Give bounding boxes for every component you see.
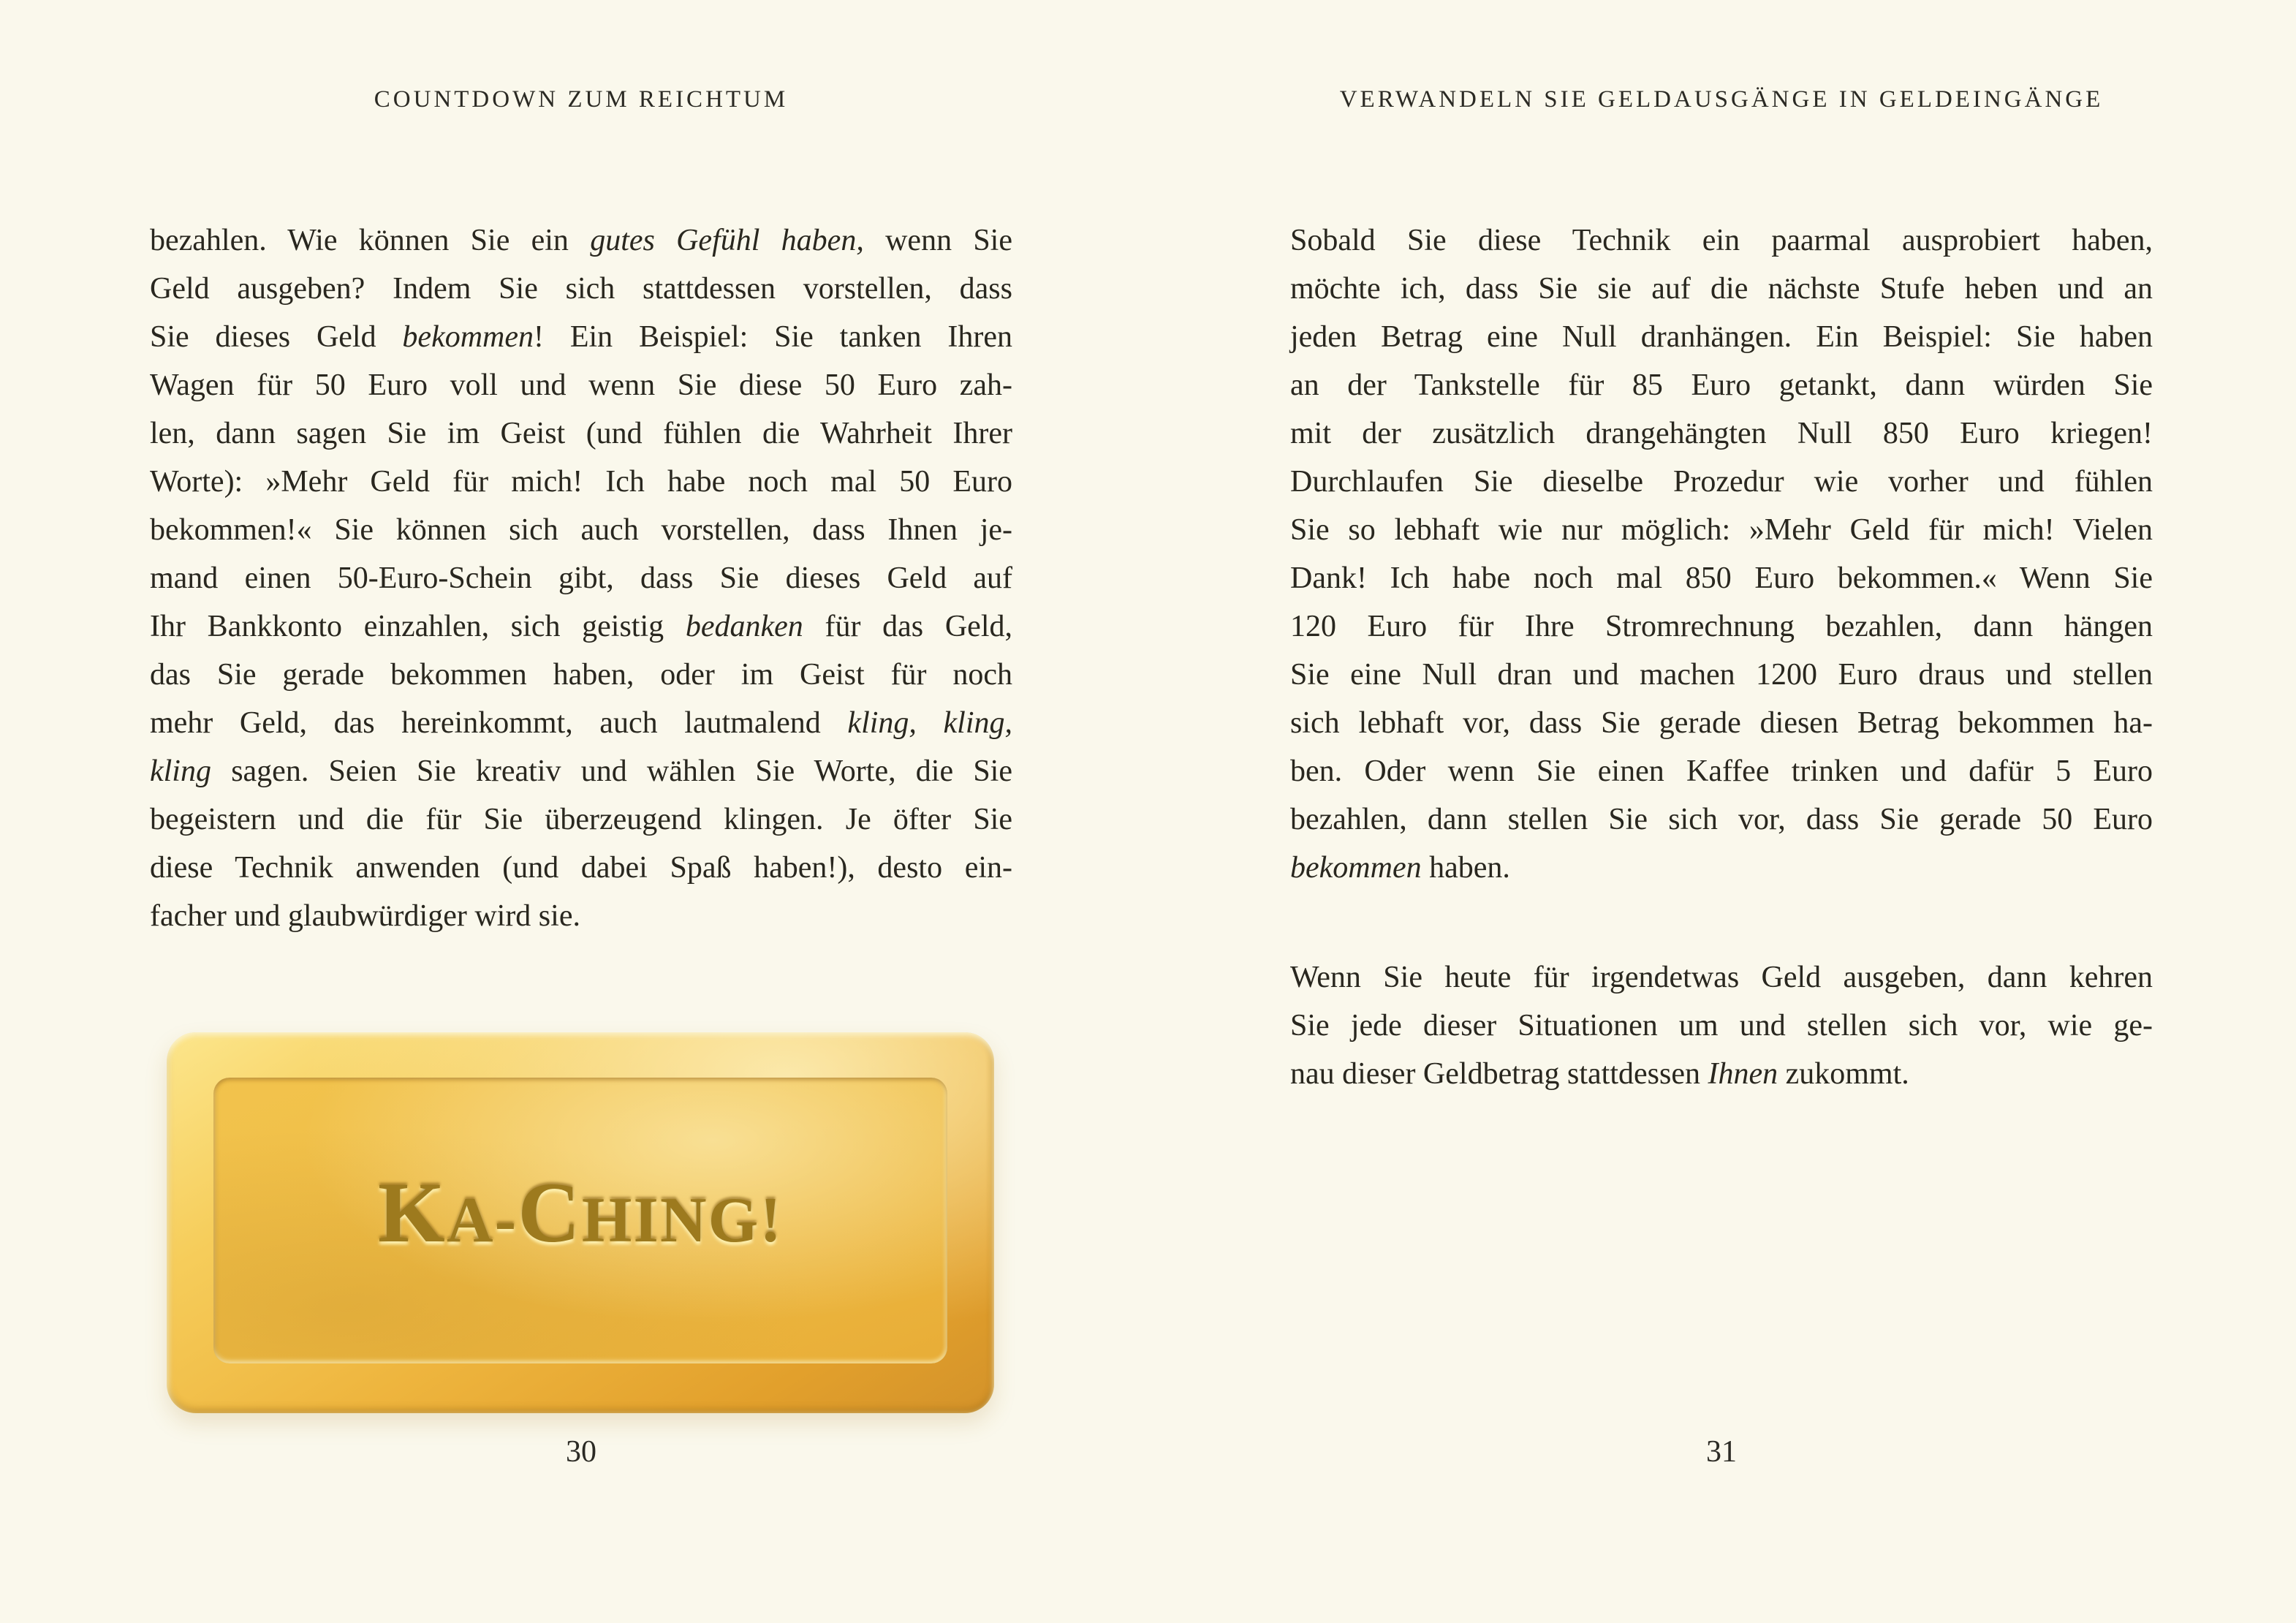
text-line: [1290, 361, 2153, 409]
text-line: [1290, 795, 2153, 844]
text: bezahlen. Wie können Sie ein: [150, 224, 591, 257]
text: begeistern und die für Sie überzeugend klingen. Je öfter Sie: [150, 803, 1012, 836]
text-line: [150, 892, 1012, 940]
italic-text: gutes Gefühl haben,: [590, 224, 864, 257]
engraving-letter-group: C: [518, 1164, 582, 1260]
text-line: [150, 361, 1012, 409]
text-line: [150, 506, 1012, 554]
text-line: [150, 795, 1012, 844]
text: Sie eine Null dran und machen 1200 Euro draus und stellen: [1290, 658, 2153, 692]
gold-bar-face: [213, 1078, 947, 1363]
text-line: [1290, 409, 2153, 458]
text-line: [150, 409, 1012, 458]
italic-text: bekommen: [1290, 851, 1422, 885]
text: möchte ich, dass Sie sie auf die nächste Stufe heben und an: [1290, 272, 2153, 306]
text-line: [1290, 265, 2153, 313]
text: haben.: [1421, 851, 1510, 885]
text: Durchlaufen Sie dieselbe Prozedur wie vorher und fühlen: [1290, 465, 2153, 499]
italic-text: kling, kling,: [847, 706, 1012, 740]
text: Geld ausgeben? Indem Sie sich stattdessen vorstellen, dass: [150, 272, 1012, 306]
text: Worte): »Mehr Geld für mich! Ich habe noch mal 50 Euro: [150, 465, 1012, 499]
text: Sie so lebhaft wie nur möglich: »Mehr Geld für mich! Vielen: [1290, 513, 2153, 547]
text: sich lebhaft vor, dass Sie gerade diesen Betrag bekommen ha-: [1290, 706, 2153, 740]
text-line: [1290, 747, 2153, 795]
italic-text: bedanken: [685, 610, 803, 643]
italic-text: Ihnen: [1708, 1057, 1778, 1091]
text: nau dieser Geldbetrag stattdessen: [1290, 1057, 1708, 1091]
engraving-letter-group: HING!: [581, 1184, 784, 1256]
text: diese Technik anwenden (und dabei Spaß haben!), desto ein-: [150, 851, 1012, 885]
text-line: [1290, 651, 2153, 699]
text-line: [150, 747, 1012, 795]
gold-bar-engraving-text: [213, 1163, 947, 1263]
engraving-letter-group: A-: [447, 1184, 518, 1256]
running-header-right: VERWANDELN SIE GELDAUSGÄNGE IN GELDEINGÄNGE: [1339, 86, 2104, 113]
text-line: [1290, 216, 2153, 265]
text: wenn Sie: [863, 224, 1012, 257]
text: an der Tankstelle für 85 Euro getankt, dann würden Sie: [1290, 368, 2153, 402]
text-line: [150, 844, 1012, 892]
running-header-left: COUNTDOWN ZUM REICHTUM: [374, 86, 789, 113]
text-line: [150, 216, 1012, 265]
text-line: [1290, 953, 2153, 1002]
text: ! Ein Beispiel: Sie tanken Ihren: [534, 320, 1012, 354]
gold-bar-image: [167, 1032, 994, 1413]
text-line: [150, 699, 1012, 747]
italic-text: bekommen: [402, 320, 534, 354]
text: Ihr Bankkonto einzahlen, sich geistig: [150, 610, 686, 643]
text: mehr Geld, das hereinkommt, auch lautmalend: [150, 706, 848, 740]
page-number-right: 31: [1706, 1435, 1737, 1469]
text: bekommen!« Sie können sich auch vorstellen, dass Ihnen je-: [150, 513, 1012, 547]
text: Sie jede dieser Situationen um und stellen sich vor, wie ge-: [1290, 1009, 2153, 1043]
text-line: [1290, 1050, 2153, 1098]
italic-text: kling: [150, 754, 211, 788]
text-line: [1290, 844, 2153, 892]
text-line: [1290, 699, 2153, 747]
text: bezahlen, dann stellen Sie sich vor, dass Sie gerade 50 Euro: [1290, 803, 2153, 836]
text: mit der zusätzlich drangehängten Null 850 Euro kriegen!: [1290, 417, 2153, 450]
engraving-letter-group: K: [377, 1164, 447, 1260]
text: Sobald Sie diese Technik ein paarmal ausprobiert haben,: [1290, 224, 2153, 257]
text-line: [1290, 313, 2153, 361]
text: das Sie gerade bekommen haben, oder im Geist für noch: [150, 658, 1012, 692]
text-line: [150, 602, 1012, 651]
text: mand einen 50-Euro-Schein gibt, dass Sie dieses Geld auf: [150, 561, 1012, 595]
text-line: [150, 458, 1012, 506]
left-page-paragraph: [150, 216, 1012, 940]
text-line: [1290, 602, 2153, 651]
text-line: [150, 265, 1012, 313]
text: 120 Euro für Ihre Stromrechnung bezahlen, dann hängen: [1290, 610, 2153, 643]
text: Dank! Ich habe noch mal 850 Euro bekommen.« Wenn Sie: [1290, 561, 2153, 595]
text: für das Geld,: [803, 610, 1012, 643]
text-line: [1290, 554, 2153, 602]
text-line: [1290, 458, 2153, 506]
right-page-paragraph-2: [1290, 953, 2153, 1098]
text: Wenn Sie heute für irgendetwas Geld ausgeben, dann kehren: [1290, 961, 2153, 994]
text: Sie dieses Geld: [150, 320, 403, 354]
text: ben. Oder wenn Sie einen Kaffee trinken und dafür 5 Euro: [1290, 754, 2153, 788]
text-line: [150, 313, 1012, 361]
text-line: [150, 554, 1012, 602]
right-page-paragraph-1: [1290, 216, 2153, 892]
text-line: [1290, 1002, 2153, 1050]
text: Wagen für 50 Euro voll und wenn Sie diese 50 Euro zah-: [150, 368, 1012, 402]
text: len, dann sagen Sie im Geist (und fühlen die Wahrheit Ihrer: [150, 417, 1012, 450]
text: zukommt.: [1778, 1057, 1909, 1091]
text: sagen. Seien Sie kreativ und wählen Sie Worte, die Sie: [211, 754, 1012, 788]
right-page-text: [1290, 216, 2153, 1098]
text: facher und glaubwürdiger wird sie.: [150, 899, 580, 933]
text-line: [150, 651, 1012, 699]
text-line: [1290, 506, 2153, 554]
page-number-left: 30: [566, 1435, 596, 1469]
text: jeden Betrag eine Null dranhängen. Ein Beispiel: Sie haben: [1290, 320, 2153, 354]
